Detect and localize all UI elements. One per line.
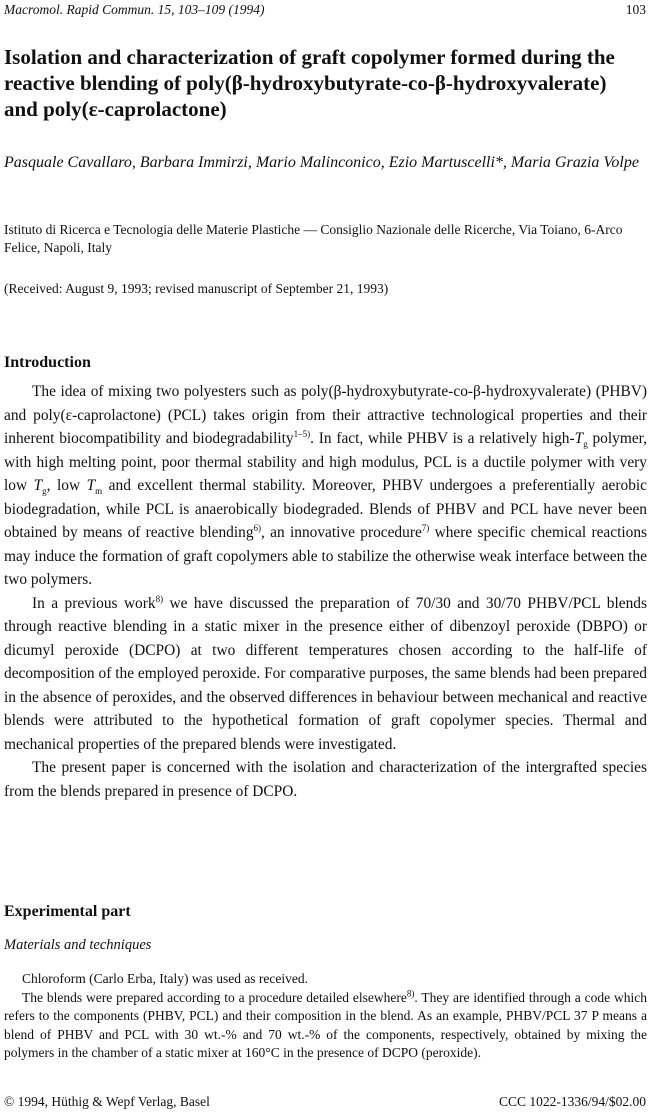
exp-paragraph-2: The blends were prepared according to a procedure detailed elsewhere$^{8)}$. They are identified through a code which refers to the components (PHBV, PCL) and their composition in the blend. As an example, PHBV/PCL 37 P means a blend of PHBV and PCL with 30 wt.-% and 70 wt.-% of the components, respectively, obtained by mixing the polymers in the chamber of a static mixer at 160°C in the presence of DCPO (peroxide). <box>4 988 647 1060</box>
introduction-heading: Introduction <box>4 354 91 371</box>
issn-code: CCC 1022-1336/94/$02.00 <box>498 1094 646 1109</box>
copyright-notice: © 1994, Hüthig & Wepf Verlag, Basel <box>4 1094 210 1109</box>
reference-citation: 1–5) <box>293 428 311 439</box>
reference-citation: 6) <box>253 522 262 533</box>
author-list: Pasquale Cavallaro, Barbara Immirzi, Mario Malinconico, Ezio Martuscelli*, Maria Grazia Volpe <box>4 154 639 171</box>
reference-citation: 7) <box>421 522 430 533</box>
article-title: Isolation and characterization of graft copolymer formed during the reactive blending of poly(β-hydroxybutyrate-co-β-hydroxyvalerate) and poly(ε-caprolactone) <box>4 45 615 121</box>
intro-paragraph-2: In a previous work$^{8)}$ we have discussed the preparation of 70/30 and 30/70 PHBV/PCL blends through reactive blending in a static mixer in the presence either of dibenzoyl peroxide (DBPO) or dicumyl peroxide (DCPO) at two different temperatures chosen according to the half-life of decomposition of the employed peroxide. For comparative purposes, the same blends had been prepared in the absence of peroxides, and the observed differences in behaviour between mechanical and reactive blends were attributed to the hypothetical formation of graft copolymer species. Thermal and mechanical properties of the prepared blends were investigated. <box>4 593 647 753</box>
journal-citation: Macromol. Rapid Commun. 15, 103–109 (1994) <box>4 2 265 17</box>
intro-paragraph-3: The present paper is concerned with the isolation and characterization of the intergrafted species from the blends prepared in presence of DCPO. <box>4 759 647 800</box>
received-dates: (Received: August 9, 1993; revised manuscript of September 21, 1993) <box>4 281 389 296</box>
introduction-body <box>4 380 647 803</box>
affiliation: Istituto di Ricerca e Tecnologia delle Materie Plastiche — Consiglio Nazionale delle Ricerche, Via Toiano, 6-Arco Felice, Napoli, Italy <box>4 222 623 255</box>
intro-paragraph-1: The idea of mixing two polyesters such as poly(β-hydroxybutyrate-co-β-hydroxyvalerate) (PHBV) and poly(ε-caprolactone) (PCL) takes origin from their attractive technological properties and their inherent biocompatibility and biodegradability$^{1-5)}$. In fact, while PHBV is a relatively high-$T_g$ polymer, with high melting point, poor thermal stability and high modulus, PCL is a ductile polymer with very low $T_g$, low $T_m$ and excellent thermal stability. Moreover, PHBV undergoes a preferentially aerobic biodegradation, while PCL is anaerobically biodegraded. Blends of PHBV and PCL have never been obtained by means of reactive blending$^{6)}$, an innovative procedure$^{7)}$ where specific chemical reactions may induce the formation of graft copolymers able to stabilize the otherwise weak interface between the two polymers. <box>4 383 648 588</box>
page-number: 103 <box>625 2 646 17</box>
running-header <box>4 2 646 18</box>
exp-paragraph-1: Chloroform (Carlo Erba, Italy) was used as received. <box>22 971 309 986</box>
reference-citation: 8) <box>406 988 415 998</box>
reference-citation: 8) <box>155 593 164 604</box>
experimental-heading: Experimental part <box>4 903 131 920</box>
experimental-body <box>4 970 647 1063</box>
materials-subheading: Materials and techniques <box>4 937 152 953</box>
page-footer <box>4 1094 646 1110</box>
